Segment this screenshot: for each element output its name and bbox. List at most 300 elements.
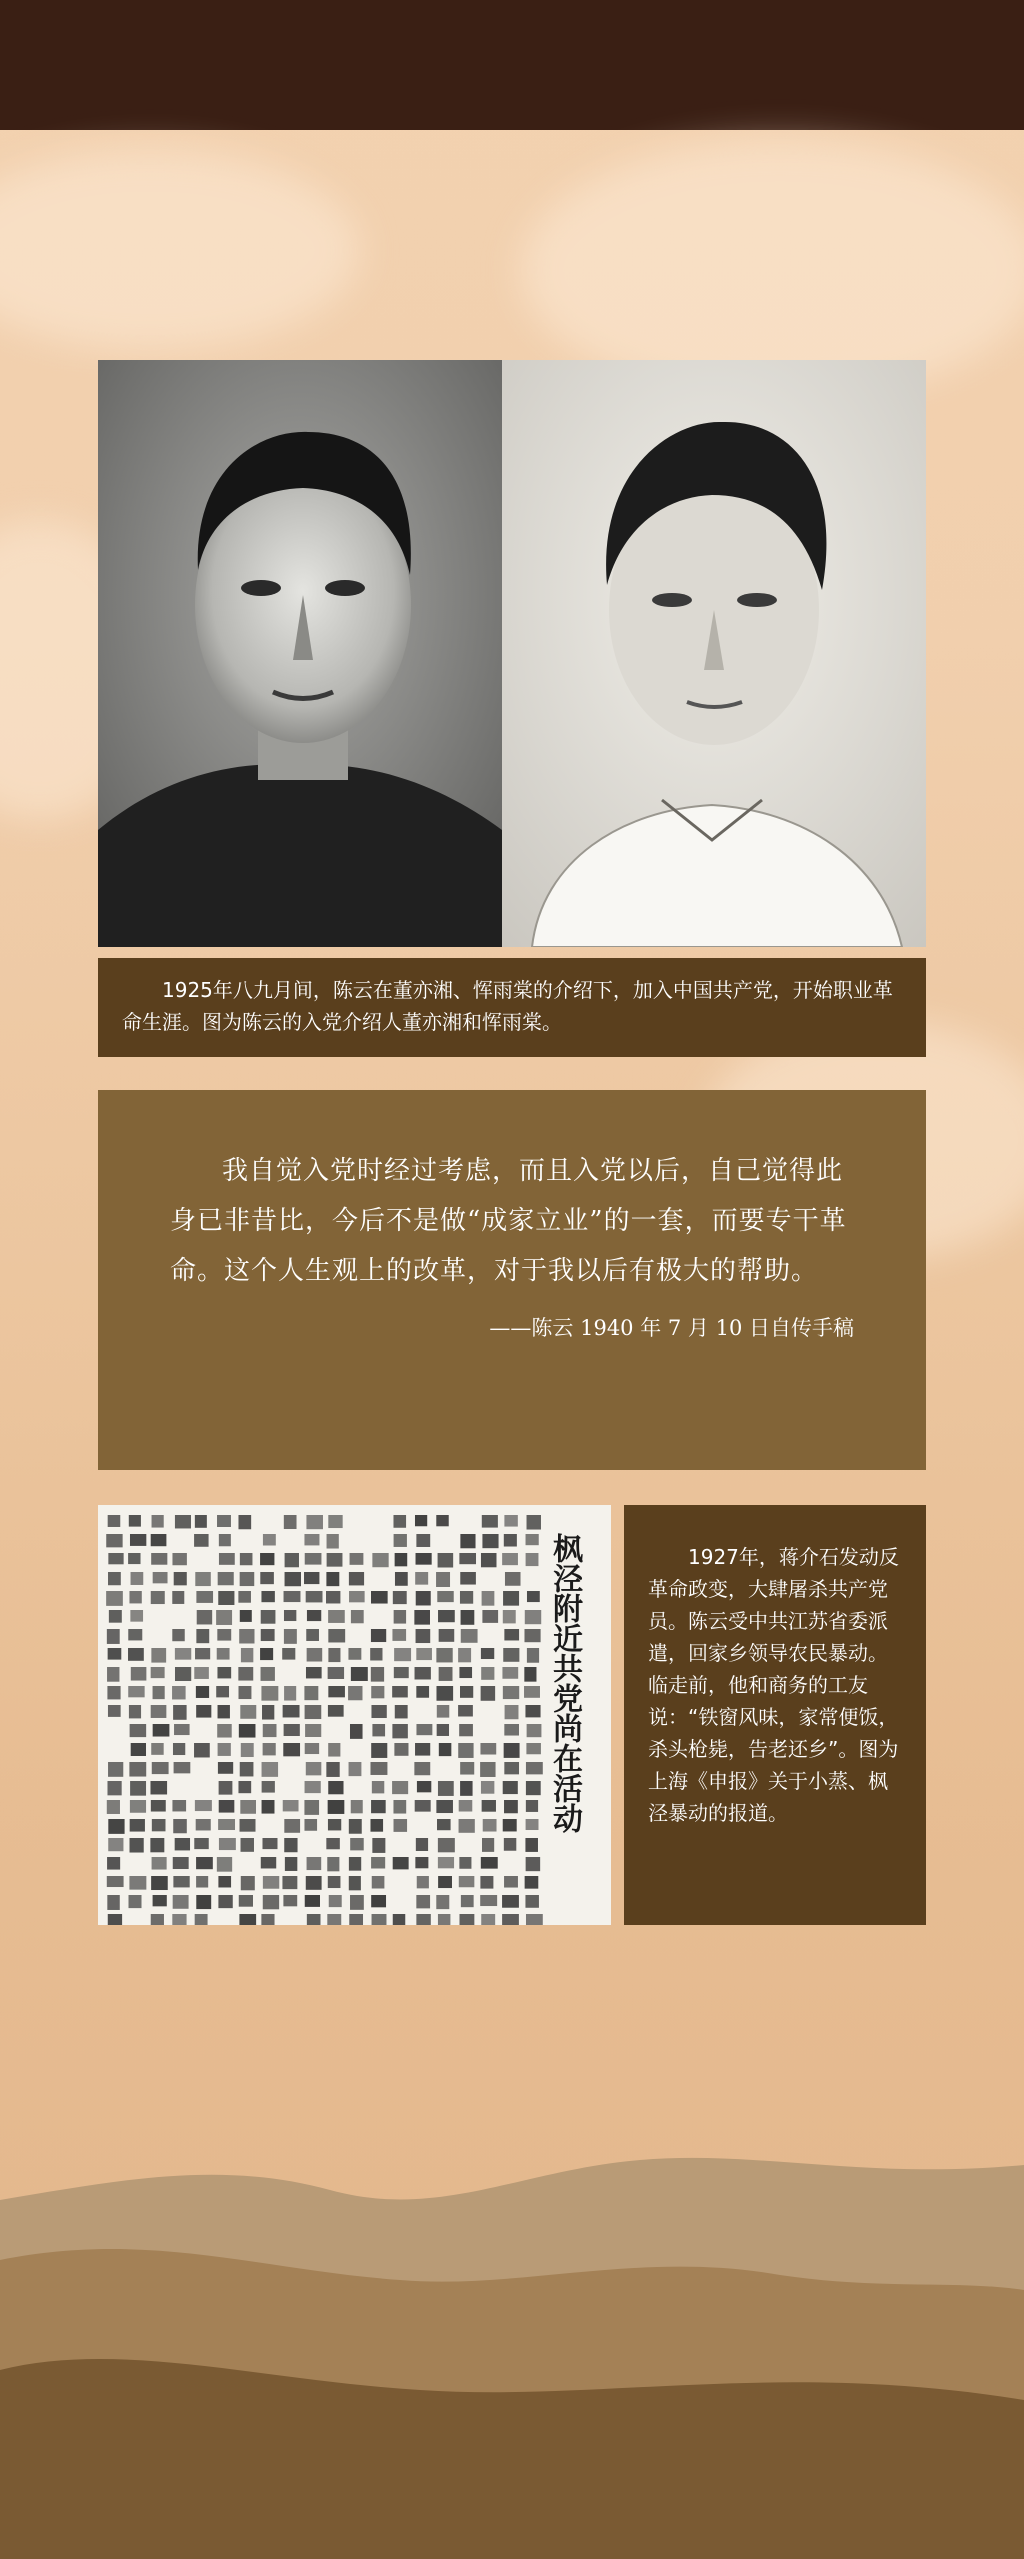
- newsprint-glyph: [304, 1819, 317, 1831]
- newspaper-text-columns: [98, 1505, 611, 1925]
- newsprint-glyph: [525, 1610, 541, 1624]
- newsprint-glyph: [173, 1819, 187, 1833]
- newsprint-glyph: [416, 1838, 428, 1851]
- newsprint-glyph: [174, 1762, 191, 1773]
- newsprint-glyph: [371, 1857, 385, 1868]
- newsprint-glyph: [285, 1572, 301, 1586]
- newsprint-glyph: [481, 1553, 497, 1567]
- newsprint-glyph: [151, 1705, 167, 1718]
- newsprint-glyph: [107, 1800, 120, 1814]
- newsprint-glyph: [196, 1591, 213, 1603]
- newsprint-glyph: [392, 1629, 406, 1641]
- newsprint-glyph: [349, 1819, 362, 1834]
- newsprint-glyph: [350, 1838, 364, 1850]
- newsprint-glyph: [436, 1895, 449, 1909]
- newsprint-glyph: [240, 1610, 252, 1622]
- newsprint-glyph: [504, 1534, 517, 1547]
- newsprint-glyph: [151, 1800, 166, 1812]
- newsprint-glyph: [128, 1629, 142, 1640]
- newsprint-glyph: [304, 1572, 319, 1584]
- newsprint-glyph: [260, 1572, 274, 1584]
- newsprint-glyph: [261, 1857, 276, 1868]
- newspaper-headline: 枫泾附近共党尚在活动: [547, 1533, 582, 1833]
- newsprint-glyph: [328, 1781, 343, 1794]
- newsprint-glyph: [527, 1591, 540, 1602]
- newsprint-glyph: [481, 1667, 494, 1680]
- newsprint-glyph: [108, 1838, 123, 1851]
- newsprint-glyph: [219, 1553, 235, 1565]
- newsprint-glyph: [392, 1686, 408, 1697]
- newsprint-glyph: [438, 1838, 455, 1852]
- newsprint-glyph: [459, 1819, 475, 1833]
- newsprint-glyph: [480, 1895, 497, 1906]
- newsprint-glyph: [502, 1667, 518, 1679]
- newsprint-glyph: [151, 1591, 165, 1604]
- newsprint-glyph: [371, 1667, 384, 1682]
- newsprint-glyph: [108, 1648, 122, 1660]
- newsprint-glyph: [305, 1895, 320, 1907]
- newsprint-glyph: [504, 1876, 518, 1888]
- newsprint-glyph: [151, 1914, 164, 1925]
- newsprint-glyph: [131, 1572, 144, 1585]
- newsprint-glyph: [503, 1819, 517, 1831]
- background-cloud: [0, 150, 360, 350]
- newsprint-glyph: [130, 1724, 147, 1737]
- newsprint-glyph: [505, 1572, 521, 1586]
- newsprint-glyph: [327, 1914, 341, 1925]
- newsprint-glyph: [482, 1534, 498, 1548]
- newsprint-glyph: [525, 1838, 538, 1852]
- newsprint-glyph: [436, 1572, 450, 1587]
- newsprint-glyph: [482, 1800, 496, 1812]
- newsprint-glyph: [108, 1819, 124, 1834]
- newsprint-glyph: [393, 1857, 409, 1869]
- newsprint-glyph: [196, 1705, 211, 1718]
- newsprint-glyph: [153, 1686, 165, 1699]
- newsprint-glyph: [524, 1667, 536, 1682]
- newsprint-glyph: [262, 1800, 275, 1814]
- newsprint-glyph: [481, 1686, 496, 1701]
- newsprint-glyph: [307, 1914, 321, 1925]
- newsprint-glyph: [150, 1781, 167, 1794]
- newsprint-glyph: [459, 1914, 474, 1925]
- newsprint-glyph: [306, 1515, 323, 1529]
- newsprint-glyph: [482, 1591, 495, 1606]
- newsprint-glyph: [263, 1534, 276, 1545]
- newsprint-glyph: [526, 1762, 543, 1774]
- newsprint-glyph: [194, 1667, 209, 1679]
- newsprint-glyph: [480, 1762, 495, 1777]
- newsprint-glyph: [196, 1686, 209, 1698]
- newsprint-glyph: [327, 1857, 339, 1871]
- newsprint-glyph: [174, 1724, 190, 1735]
- newsprint-glyph: [436, 1648, 452, 1662]
- newsprint-glyph: [131, 1667, 147, 1681]
- newsprint-glyph: [392, 1724, 407, 1738]
- newsprint-glyph: [327, 1553, 343, 1567]
- newsprint-glyph: [239, 1629, 254, 1643]
- newsprint-glyph: [129, 1876, 146, 1890]
- newsprint-glyph: [217, 1515, 231, 1527]
- newsprint-glyph: [218, 1876, 231, 1887]
- newsprint-glyph: [129, 1762, 146, 1777]
- newsprint-glyph: [328, 1819, 341, 1830]
- newsprint-glyph: [238, 1781, 251, 1793]
- newsprint-glyph: [393, 1914, 405, 1925]
- newsprint-glyph: [238, 1667, 253, 1681]
- newsprint-glyph: [129, 1705, 141, 1718]
- newsprint-glyph: [153, 1724, 170, 1737]
- newsprint-glyph: [415, 1857, 428, 1868]
- newsprint-glyph: [283, 1895, 297, 1906]
- newsprint-glyph: [195, 1648, 210, 1659]
- newsprint-glyph: [305, 1553, 322, 1565]
- newsprint-glyph: [151, 1876, 168, 1890]
- newsprint-glyph: [438, 1610, 455, 1622]
- newsprint-glyph: [524, 1686, 540, 1698]
- newsprint-glyph: [504, 1724, 519, 1736]
- newsprint-glyph: [393, 1591, 407, 1604]
- newsprint-glyph: [175, 1515, 191, 1528]
- newsprint-glyph: [371, 1895, 386, 1907]
- newsprint-glyph: [503, 1610, 516, 1623]
- newsprint-glyph: [459, 1800, 473, 1812]
- newsprint-glyph: [458, 1705, 473, 1716]
- newsprint-glyph: [326, 1838, 340, 1849]
- right-portrait-sketch: [502, 360, 926, 947]
- newsprint-glyph: [261, 1610, 276, 1624]
- newsprint-glyph: [305, 1705, 322, 1719]
- newsprint-glyph: [305, 1724, 321, 1737]
- newsprint-glyph: [172, 1686, 186, 1699]
- newsprint-glyph: [284, 1629, 297, 1644]
- newsprint-glyph: [348, 1686, 362, 1700]
- newsprint-glyph: [150, 1838, 164, 1852]
- newsprint-glyph: [395, 1553, 408, 1566]
- newsprint-glyph: [239, 1895, 253, 1907]
- portrait-photos: [98, 360, 926, 947]
- newsprint-glyph: [394, 1534, 407, 1547]
- newsprint-glyph: [328, 1515, 342, 1528]
- newsprint-glyph: [306, 1667, 322, 1678]
- newsprint-glyph: [370, 1648, 382, 1660]
- newsprint-glyph: [416, 1553, 432, 1565]
- newsprint-glyph: [460, 1572, 476, 1585]
- side-photo-caption: 1927年，蒋介石发动反革命政变，大肆屠杀共产党员。陈云受中共江苏省委派遣，回家乡领导农民暴动。临走前，他和商务的工友说：“铁窗风味，家常便饭，杀头枪毙，告老还乡”。图为上海《申报》关于小蒸、枫泾暴动的报道。: [624, 1505, 926, 1925]
- newsprint-glyph: [349, 1914, 363, 1925]
- newsprint-glyph: [175, 1648, 191, 1660]
- newsprint-glyph: [503, 1648, 519, 1662]
- newsprint-glyph: [459, 1553, 476, 1564]
- newsprint-glyph: [437, 1724, 449, 1736]
- newsprint-glyph: [481, 1914, 495, 1925]
- newsprint-glyph: [459, 1667, 472, 1678]
- newsprint-glyph: [284, 1515, 297, 1529]
- newsprint-glyph: [481, 1648, 494, 1659]
- newsprint-glyph: [524, 1629, 540, 1642]
- newsprint-glyph: [415, 1515, 427, 1526]
- newsprint-glyph: [196, 1876, 208, 1888]
- newsprint-glyph: [436, 1686, 453, 1701]
- newsprint-glyph: [349, 1591, 365, 1602]
- newsprint-glyph: [196, 1857, 213, 1869]
- newsprint-glyph: [437, 1591, 453, 1602]
- quote-panel: [98, 1090, 926, 1470]
- newsprint-glyph: [395, 1572, 408, 1586]
- newsprint-glyph: [219, 1534, 231, 1546]
- quote-text: 我自觉入党时经过考虑，而且入党以后，自己觉得此身已非昔比，今后不是做“成家立业”的一套，而要专干革命。这个人生观上的改革，对于我以后有极大的帮助。: [170, 1156, 847, 1286]
- newsprint-glyph: [416, 1648, 432, 1660]
- newsprint-glyph: [241, 1876, 255, 1890]
- newsprint-glyph: [527, 1648, 539, 1663]
- newsprint-glyph: [239, 1914, 256, 1925]
- newsprint-glyph: [328, 1667, 344, 1679]
- newsprint-glyph: [263, 1895, 279, 1909]
- newsprint-glyph: [482, 1838, 494, 1852]
- newsprint-glyph: [502, 1914, 519, 1925]
- newsprint-glyph: [350, 1724, 363, 1739]
- newsprint-glyph: [261, 1629, 275, 1641]
- newsprint-glyph: [526, 1743, 541, 1754]
- newsprint-glyph: [349, 1857, 361, 1871]
- newsprint-glyph: [327, 1534, 339, 1549]
- newsprint-glyph: [240, 1553, 253, 1565]
- newsprint-glyph: [194, 1534, 208, 1547]
- newsprint-glyph: [416, 1914, 430, 1925]
- newsprint-glyph: [437, 1705, 449, 1718]
- newsprint-glyph: [371, 1629, 386, 1642]
- left-portrait-photo: [98, 360, 502, 947]
- newsprint-glyph: [349, 1572, 364, 1585]
- newsprint-glyph: [525, 1705, 540, 1717]
- newsprint-glyph: [461, 1895, 474, 1907]
- newsprint-glyph: [372, 1838, 385, 1853]
- newsprint-glyph: [130, 1819, 145, 1832]
- newsprint-glyph: [175, 1838, 190, 1850]
- newsprint-glyph: [195, 1800, 212, 1811]
- newsprint-glyph: [395, 1705, 408, 1718]
- newsprint-glyph: [128, 1648, 144, 1661]
- newsprint-glyph: [417, 1876, 429, 1888]
- newsprint-glyph: [174, 1572, 187, 1585]
- newsprint-glyph: [197, 1610, 212, 1624]
- newsprint-glyph: [459, 1724, 473, 1736]
- newsprint-glyph: [416, 1724, 432, 1735]
- newsprint-glyph: [304, 1800, 319, 1815]
- newsprint-glyph: [151, 1553, 167, 1565]
- newsprint-glyph: [504, 1762, 519, 1774]
- newsprint-glyph: [370, 1819, 383, 1832]
- newsprint-glyph: [172, 1591, 184, 1604]
- newsprint-glyph: [502, 1895, 519, 1908]
- newsprint-glyph: [505, 1705, 519, 1719]
- newsprint-glyph: [262, 1705, 274, 1720]
- newsprint-glyph: [219, 1838, 236, 1850]
- newsprint-glyph: [526, 1819, 539, 1830]
- newsprint-glyph: [107, 1781, 121, 1795]
- quote-source: ——陈云 1940 年 7 月 10 日自传手稿: [489, 1316, 854, 1340]
- newsprint-glyph: [108, 1705, 121, 1717]
- newsprint-glyph: [284, 1724, 300, 1736]
- newsprint-glyph: [306, 1591, 323, 1602]
- newsprint-glyph: [438, 1781, 454, 1796]
- newsprint-glyph: [438, 1876, 452, 1888]
- newsprint-glyph: [526, 1534, 539, 1545]
- newsprint-glyph: [372, 1781, 384, 1793]
- newsprint-glyph: [460, 1686, 473, 1698]
- newsprint-glyph: [328, 1648, 340, 1662]
- newsprint-glyph: [504, 1800, 518, 1813]
- newsprint-glyph: [307, 1648, 323, 1662]
- newsprint-glyph: [129, 1591, 141, 1603]
- newsprint-glyph: [306, 1762, 322, 1775]
- newsprint-glyph: [129, 1515, 141, 1527]
- newsprint-glyph: [326, 1591, 340, 1603]
- newsprint-glyph: [217, 1724, 232, 1738]
- newsprint-glyph: [482, 1610, 498, 1623]
- newsprint-glyph: [393, 1800, 406, 1814]
- newsprint-glyph: [107, 1629, 120, 1644]
- newsprint-glyph: [261, 1686, 278, 1701]
- newsprint-glyph: [194, 1743, 210, 1757]
- newsprint-glyph: [305, 1781, 321, 1793]
- newsprint-glyph: [328, 1800, 345, 1814]
- newsprint-glyph: [459, 1857, 471, 1869]
- newsprint-glyph: [219, 1800, 235, 1813]
- newsprint-glyph: [173, 1876, 189, 1887]
- newsprint-glyph: [526, 1914, 543, 1925]
- newsprint-glyph: [416, 1591, 431, 1605]
- newsprint-glyph: [350, 1553, 364, 1565]
- newsprint-glyph: [371, 1591, 388, 1604]
- newsprint-glyph: [502, 1553, 518, 1565]
- newsprint-glyph: [307, 1610, 321, 1621]
- newsprint-glyph: [153, 1895, 167, 1906]
- newsprint-glyph: [504, 1515, 517, 1527]
- newsprint-glyph: [526, 1781, 541, 1795]
- newsprint-glyph: [262, 1762, 279, 1777]
- newsprint-glyph: [438, 1553, 454, 1567]
- newsprint-glyph: [238, 1515, 251, 1529]
- newsprint-glyph: [504, 1838, 516, 1851]
- newsprint-glyph: [240, 1800, 256, 1814]
- newsprint-glyph: [328, 1610, 345, 1623]
- newsprint-glyph: [131, 1743, 146, 1756]
- newsprint-glyph: [151, 1648, 166, 1663]
- newsprint-glyph: [284, 1591, 301, 1602]
- newsprint-glyph: [458, 1648, 471, 1662]
- newsprint-glyph: [195, 1515, 207, 1528]
- newsprint-glyph: [130, 1800, 146, 1813]
- newsprint-glyph: [307, 1857, 322, 1870]
- newsprint-glyph: [108, 1914, 122, 1925]
- newsprint-glyph: [152, 1857, 167, 1870]
- newsprint-glyph: [196, 1629, 209, 1643]
- newsprint-glyph: [262, 1781, 275, 1793]
- newsprint-glyph: [480, 1876, 493, 1889]
- newsprint-glyph: [436, 1800, 453, 1813]
- newsprint-glyph: [328, 1743, 340, 1757]
- newsprint-glyph: [218, 1895, 232, 1908]
- newsprint-glyph: [481, 1781, 494, 1794]
- newsprint-glyph: [370, 1762, 387, 1775]
- newsprint-glyph: [261, 1591, 274, 1602]
- newsprint-glyph: [416, 1534, 430, 1547]
- newsprint-glyph: [240, 1705, 256, 1719]
- newsprint-glyph: [151, 1667, 165, 1678]
- newsprint-glyph: [283, 1743, 300, 1756]
- newsprint-glyph: [152, 1515, 164, 1528]
- newsprint-glyph: [328, 1876, 341, 1888]
- newsprint-glyph: [283, 1800, 299, 1811]
- newsprint-glyph: [348, 1648, 361, 1660]
- newsprint-glyph: [306, 1876, 322, 1890]
- newsprint-glyph: [194, 1838, 208, 1849]
- newsprint-glyph: [172, 1914, 186, 1925]
- newsprint-glyph: [107, 1686, 120, 1699]
- newsprint-glyph: [394, 1819, 408, 1832]
- newsprint-glyph: [238, 1591, 251, 1603]
- newsprint-glyph: [481, 1857, 498, 1869]
- newsprint-glyph: [130, 1534, 146, 1546]
- newsprint-glyph: [371, 1686, 384, 1698]
- newsprint-glyph: [173, 1857, 189, 1869]
- newsprint-glyph: [304, 1686, 318, 1700]
- newsprint-glyph: [306, 1629, 319, 1641]
- newsprint-glyph: [394, 1667, 409, 1678]
- newsprint-glyph: [392, 1781, 408, 1794]
- newsprint-glyph: [263, 1876, 279, 1889]
- newsprint-glyph: [195, 1572, 211, 1586]
- newsprint-glyph: [461, 1610, 475, 1625]
- newsprint-glyph: [107, 1667, 119, 1682]
- newsprint-glyph: [172, 1800, 186, 1811]
- newsprint-glyph: [109, 1610, 122, 1623]
- newsprint-glyph: [328, 1629, 345, 1642]
- newsprint-glyph: [304, 1534, 319, 1545]
- newsprint-glyph: [371, 1743, 387, 1758]
- newsprint-glyph: [416, 1686, 429, 1698]
- newsprint-glyph: [504, 1629, 519, 1640]
- newsprint-glyph: [351, 1610, 364, 1623]
- newsprint-glyph: [285, 1857, 297, 1871]
- newsprint-glyph: [239, 1686, 252, 1699]
- newsprint-glyph: [349, 1876, 361, 1890]
- newsprint-glyph: [285, 1553, 299, 1567]
- newsprint-glyph: [175, 1667, 191, 1681]
- newsprint-glyph: [526, 1800, 538, 1812]
- newsprint-glyph: [108, 1762, 123, 1777]
- newsprint-glyph: [527, 1724, 542, 1737]
- newsprint-glyph: [151, 1743, 163, 1755]
- newsprint-glyph: [216, 1686, 229, 1697]
- newsprint-glyph: [152, 1762, 169, 1774]
- newsprint-glyph: [328, 1686, 345, 1697]
- newsprint-glyph: [414, 1762, 430, 1775]
- newsprint-glyph: [219, 1781, 233, 1795]
- newsprint-glyph: [217, 1857, 232, 1872]
- newsprint-glyph: [216, 1610, 232, 1625]
- newsprint-glyph: [460, 1534, 475, 1548]
- newsprint-glyph: [195, 1914, 208, 1925]
- newspaper-clipping: [98, 1505, 611, 1925]
- newsprint-glyph: [460, 1762, 474, 1775]
- newsprint-glyph: [372, 1876, 385, 1889]
- newsprint-glyph: [261, 1667, 275, 1681]
- newsprint-glyph: [416, 1629, 431, 1643]
- newsprint-glyph: [260, 1648, 273, 1660]
- newsprint-glyph: [284, 1819, 300, 1833]
